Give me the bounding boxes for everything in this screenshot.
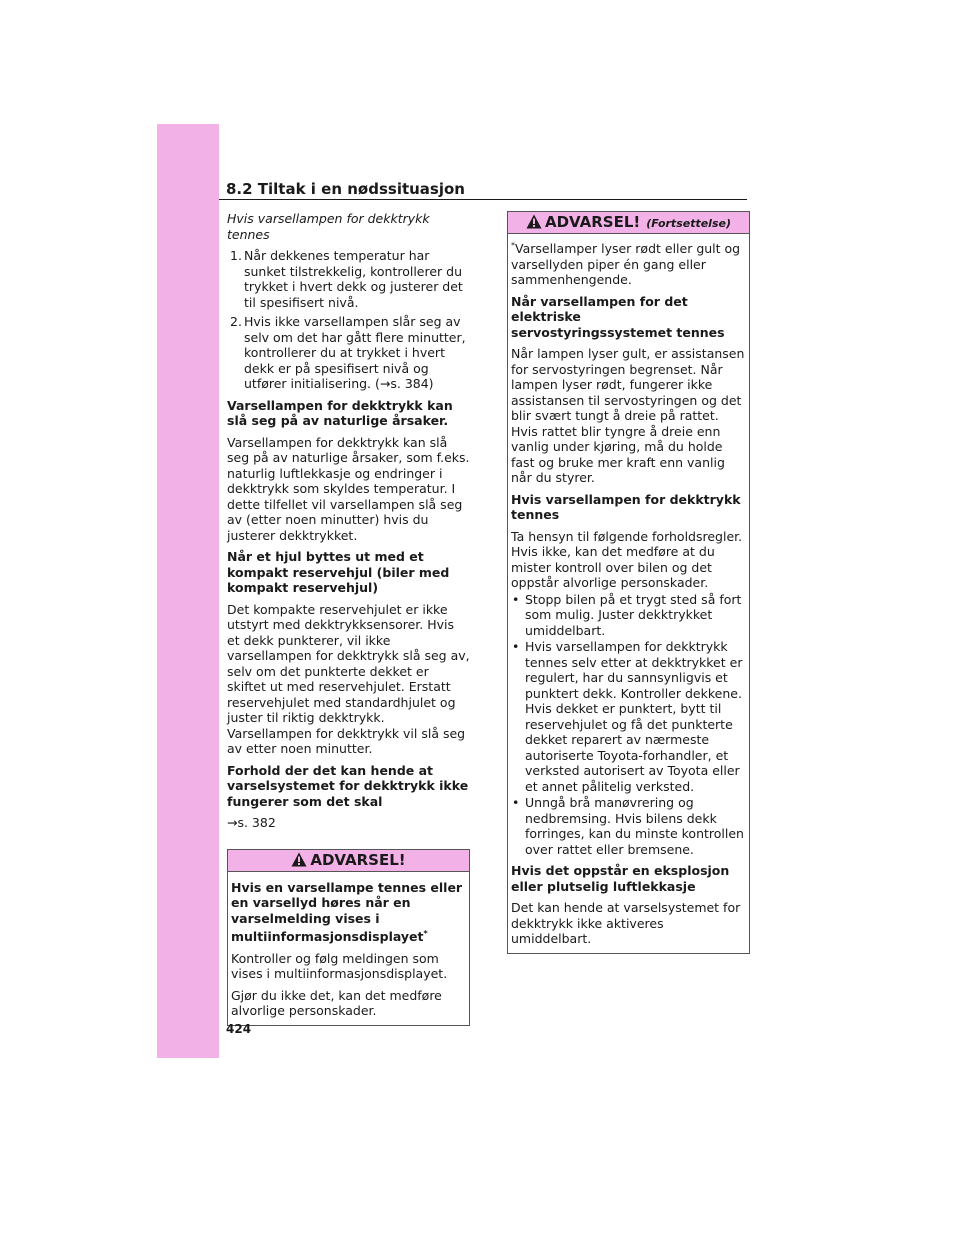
paragraph: Varsellampen for dekktrykk kan slå seg på av naturlige årsaker, som f.eks. naturlig luftlekkasje og endringer i dekktrykk som skyldes temperatur. I dette tilfellet vil varsellampen slå seg av (etter noen minutter) hvis du justerer dekktrykket. [227,434,470,543]
list-item [511,795,746,857]
bullet-text: Hvis varsellampen for dekktrykk tennes selv etter at dekktrykket er regulert, har du sannsynligvis et punktert dekk. Kontroller dekkene. Hvis dekket er punktert, bytt til reservehjulet og få det punkterte dekket reparert av nærmeste autoriserte Toyota-forhandler, et verksted autorisert av Toyota eller et annet pålitelig verksted. [525,639,743,794]
paragraph: Ta hensyn til følgende forholdsregler. Hvis ikke, kan det medføre at du mister kontroll over bilen og det oppstår alvorlige personskader. [511,528,743,591]
bullet-icon: • [512,639,520,655]
subheading: Forhold der det kan hende at varselsystemet for dekktrykk ikke fungerer som det skal [227,762,469,809]
continued-label: (Fortsettelse) [646,217,731,230]
footnote-marker: * [423,929,428,938]
paragraph: Gjør du ikke det, kan det medføre alvorlige personskader. [231,987,442,1019]
warning-body [228,872,469,1025]
warning-box-continued [507,211,750,954]
subheading: Når et hjul byttes ut med et kompakt reservehjul (biler med kompakt reservehjul) [227,549,450,595]
page-reference: →s. 382 [227,815,276,830]
paragraph: Når lampen lyser gult, er assistansen for servostyringen begrenset. Når lampen lyser rødt, fungerer ikke assistansen til servostyringen og det blir svært tungt å dreie på rattet. Hvis rattet blir tyngre å dreie enn vanlig under kjøring, må du holde fast og bruke mer kraft enn vanlig når du styrer. [511,346,745,486]
header-rule [219,199,747,200]
list-item [227,314,470,392]
step-number: 1. [230,248,242,263]
paragraph: Det kan hende at varselsystemet for dekktrykk ikke aktiveres umiddelbart. [511,900,741,947]
list-item [511,639,746,794]
subheading: Hvis varsellampen for dekktrykk tennes [511,491,741,523]
list-item [511,592,746,639]
warning-triangle-icon [291,852,307,873]
warning-heading [231,880,466,945]
page-number: 424 [226,1022,252,1036]
list-item [227,248,470,310]
step-number: 2. [230,314,242,329]
left-column [227,211,470,1026]
warning-title: ADVARSEL! [310,850,406,869]
warning-title: ADVARSEL! [545,213,641,231]
right-column [507,211,750,954]
footnote-marker: * [511,241,515,250]
bullet-icon: • [512,795,520,811]
subheading: Når varsellampen for det elektriske servostyringssystemet tennes [511,293,725,340]
footnote [511,238,746,288]
subheading: Hvis det oppstår en eksplosjon eller plutselig luftlekkasje [511,863,730,894]
warning-triangle-icon [526,214,542,235]
warning-body [508,234,749,953]
paragraph: Det kompakte reservehjulet er ikke utstyrt med dekktrykksensorer. Hvis et dekk punkterer, vil ikke varsellampen for dekktrykk slå seg av, selv om det punkterte dekket er skiftet ut med reservehjulet. Erstatt reservehjulet med standardhjulet og juster til riktig dekktrykk. Varsellampen for dekktrykk vil slå seg av etter noen minutter. [227,601,470,756]
precautions-list [511,592,746,858]
step-text: Når dekkenes temperatur har sunket tilstrekkelig, kontrollerer du trykket i hvert dekk og justerer det til spesifisert nivå. [244,248,463,310]
section-title: 8.2 Tiltak i en nødssituasjon [226,180,465,198]
warning-header [228,850,469,872]
warning-box [227,849,470,1026]
intro-text: Hvis varsellampen for dekktrykk tennes [227,211,430,242]
subheading: Varsellampen for dekktrykk kan slå seg på av naturlige årsaker. [227,397,453,428]
paragraph: Kontroller og følg meldingen som vises i multiinformasjonsdisplayet. [231,950,448,982]
warning-header [508,212,749,234]
page-side-band [157,124,219,1058]
bullet-text: Stopp bilen på et trygt sted så fort som mulig. Juster dekktrykket umiddelbart. [525,591,742,638]
bullet-text: Unngå brå manøvrering og nedbremsing. Hvis bilens dekk forringes, kan du minste kontrollen over rattet eller bremsene. [525,795,744,857]
bullet-icon: • [512,591,520,607]
step-text: Hvis ikke varsellampen slår seg av selv om det har gått flere minutter, kontrollerer du at trykket i hvert dekk er på spesifisert nivå og utfører initialisering. (→s. 384) [244,314,466,391]
footnote-text: Varsellamper lyser rødt eller gult og varsellyden piper én gang eller sammenhengende. [511,241,741,288]
warning-heading-text: Hvis en varsellampe tennes eller en varsellyd høres når en varselmelding vises i multiinformasjonsdisplayet [231,879,463,945]
steps-list [227,248,470,392]
